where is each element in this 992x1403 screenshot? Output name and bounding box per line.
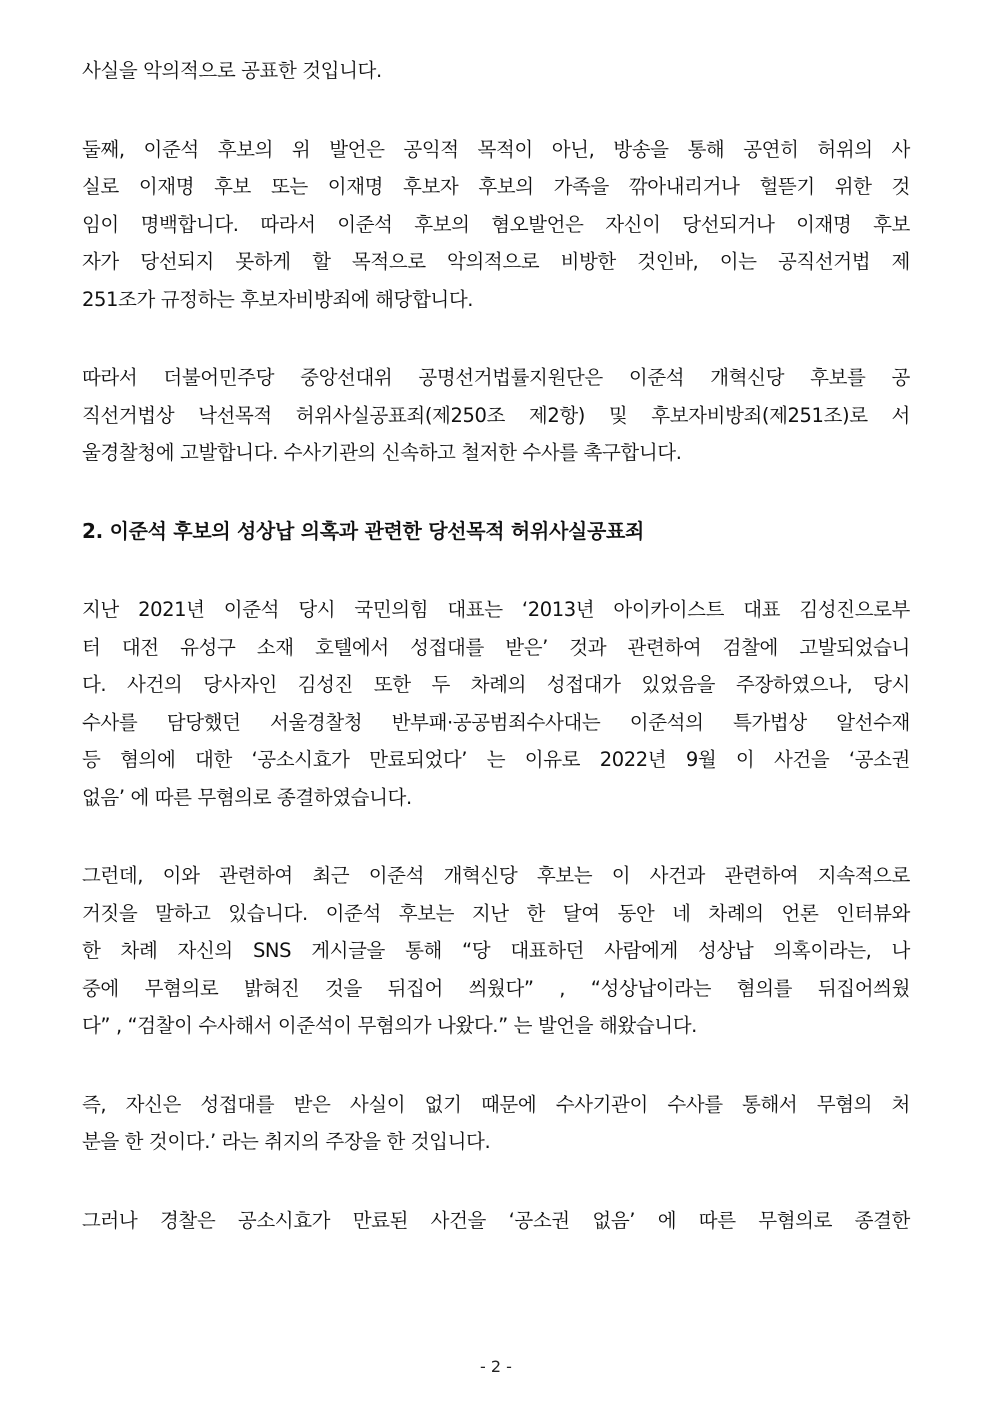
paragraph-line: 직선거법상 낙선목적 허위사실공표죄(제250조 제2항) 및 후보자비방죄(제251조)로 서 [82, 403, 910, 427]
body-paragraph [82, 52, 910, 90]
paragraph-line: 터 대전 유성구 소재 호텔에서 성접대를 받은’ 것과 관련하여 검찰에 고발되었습니 [82, 635, 910, 659]
paragraph-line: 거짓을 말하고 있습니다. 이준석 후보는 지난 한 달여 동안 네 차례의 언론 인터뷰와 [82, 901, 910, 925]
paragraph-line: 다. 사건의 당사자인 김성진 또한 두 차례의 성접대가 있었음을 주장하였으나, 당시 [82, 673, 910, 696]
paragraph-line: 한 차례 자신의 SNS 게시글을 통해 “당 대표하던 사람에게 성상납 의혹이라는, 나 [82, 939, 910, 962]
paragraph-line: 없음’ 에 따른 무혐의로 종결하였습니다. [82, 785, 412, 809]
document-page [82, 52, 910, 1239]
paragraph-gap [82, 550, 910, 591]
body-paragraph [82, 1202, 910, 1240]
paragraph-line: 251조가 규정하는 후보자비방죄에 해당합니다. [82, 287, 474, 311]
paragraph-gap [82, 1161, 910, 1202]
paragraph-gap [82, 90, 910, 131]
paragraph-line: 다” , “검찰이 수사해서 이준석이 무혐의가 나왔다.” 는 발언을 해왔습니다. [82, 1014, 697, 1037]
paragraph-line: 지난 2021년 이준석 당시 국민의힘 대표는 ‘2013년 아이카이스트 대표 김성진으로부 [82, 598, 910, 621]
paragraph-line: 그러나 경찰은 공소시효가 만료된 사건을 ‘공소권 없음’ 에 따른 무혐의로 종결한 [82, 1208, 910, 1232]
paragraph-gap [82, 816, 910, 857]
paragraph-line: 수사를 담당했던 서울경찰청 반부패·공공범죄수사대는 이준석의 특가법상 알선수재 [82, 710, 910, 734]
paragraph-line: 즉, 자신은 성접대를 받은 사실이 없기 때문에 수사기관이 수사를 통해서 무혐의 처 [82, 1092, 910, 1116]
section-heading: 2. 이준석 후보의 성상납 의혹과 관련한 당선목적 허위사실공표죄 [82, 518, 645, 543]
paragraph-gap [82, 318, 910, 359]
body-paragraph [82, 1086, 910, 1161]
paragraph-line: 분을 한 것이다.’ 라는 취지의 주장을 한 것입니다. [82, 1130, 491, 1153]
paragraph-line: 사실을 악의적으로 공표한 것입니다. [82, 59, 382, 82]
paragraph-line: 울경찰청에 고발합니다. 수사기관의 신속하고 철저한 수사를 촉구합니다. [82, 441, 682, 464]
paragraph-line: 등 혐의에 대한 ‘공소시효가 만료되었다’ 는 이유로 2022년 9월 이 사건을 ‘공소권 [82, 748, 910, 771]
paragraph-line: 실로 이재명 후보 또는 이재명 후보자 후보의 가족을 깎아내리거나 헐뜯기 위한 것 [82, 175, 910, 198]
page-number: - 2 - [480, 1357, 512, 1376]
paragraph-line: 둘째, 이준석 후보의 위 발언은 공익적 목적이 아닌, 방송을 통해 공연히 허위의 사 [82, 137, 910, 161]
paragraph-gap [82, 1045, 910, 1086]
body-paragraph [82, 857, 910, 1045]
paragraph-line: 중에 무혐의로 밝혀진 것을 뒤집어 씌웠다” , “성상납이라는 혐의를 뒤집어씌웠 [82, 976, 910, 1000]
paragraph-line: 그런데, 이와 관련하여 최근 이준석 개혁신당 후보는 이 사건과 관련하여 지속적으로 [82, 864, 910, 887]
body-paragraph [82, 131, 910, 319]
paragraph-line: 따라서 더불어민주당 중앙선대위 공명선거법률지원단은 이준석 개혁신당 후보를 공 [82, 366, 910, 389]
body-paragraph [82, 591, 910, 816]
paragraph-line: 임이 명백합니다. 따라서 이준석 후보의 혐오발언은 자신이 당선되거나 이재명 후보 [82, 212, 910, 236]
document-body [82, 52, 910, 1239]
paragraph-line: 자가 당선되지 못하게 할 목적으로 악의적으로 비방한 것인바, 이는 공직선거법 제 [82, 250, 910, 273]
paragraph-gap [82, 472, 910, 513]
body-paragraph [82, 359, 910, 472]
